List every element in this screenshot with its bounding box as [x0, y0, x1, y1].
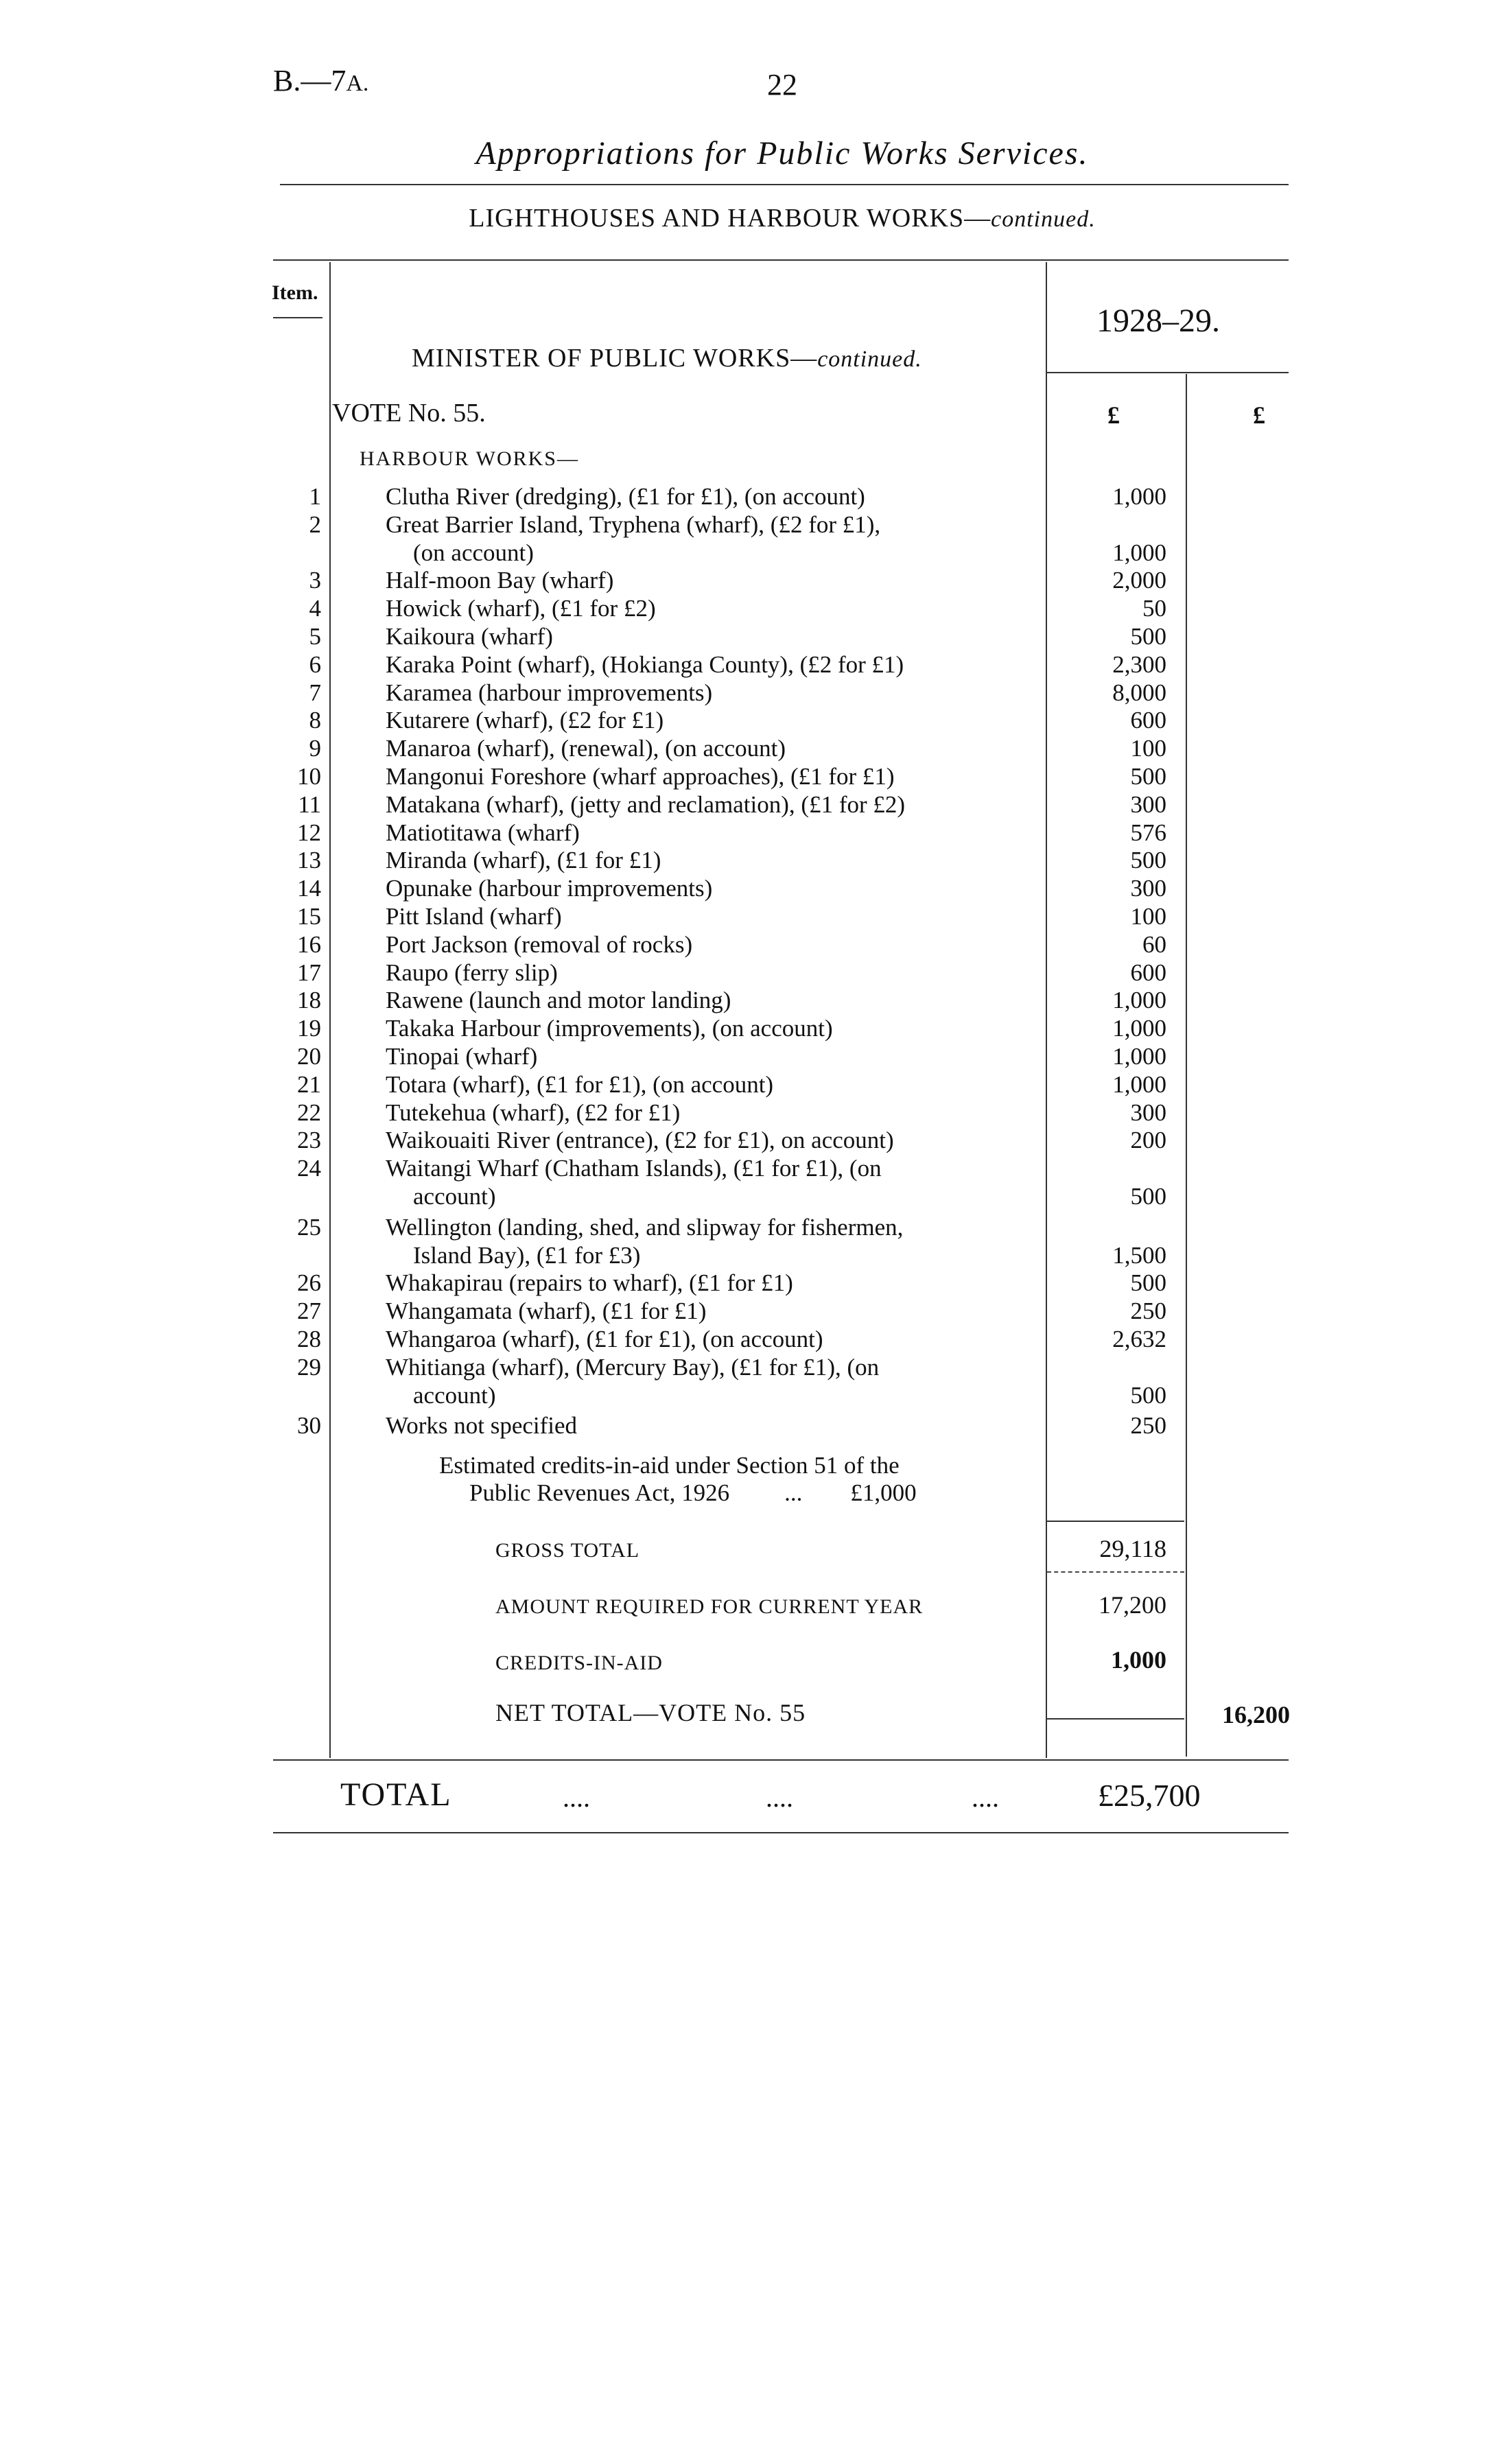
item-description-text: Raupo (ferry slip): [386, 959, 562, 986]
item-description: [386, 1298, 1075, 1325]
item-number: 1: [309, 483, 321, 510]
credits-in-aid-label: CREDITS-IN-AID: [495, 1650, 1034, 1677]
item-description-text: Port Jackson (removal of rocks): [386, 931, 696, 958]
item-amount: 100: [1130, 903, 1166, 930]
item-amount: 2,000: [1112, 567, 1166, 594]
item-description: [386, 1354, 1075, 1381]
item-description-text: Great Barrier Island, Tryphena (wharf), (£2 for £1),: [386, 511, 884, 538]
item-description: [386, 1326, 1075, 1353]
item-amount: 1,000: [1112, 987, 1166, 1014]
item-number: 14: [297, 875, 321, 902]
credits-note-line2: [469, 1479, 917, 1507]
item-description: [386, 987, 1075, 1014]
section-subtitle: [274, 203, 1290, 233]
item-description-text: Kaikoura (wharf): [386, 623, 557, 650]
item-description-text: (on account): [413, 539, 538, 566]
item-number: 12: [297, 819, 321, 846]
item-description-text: account): [413, 1382, 500, 1409]
item-number: 5: [309, 623, 321, 650]
item-description-text: Wellington (landing, shed, and slipway for fishermen,: [386, 1214, 907, 1241]
item-description: [386, 1071, 1075, 1099]
item-amount: 500: [1130, 763, 1166, 790]
item-number: 8: [309, 707, 321, 734]
item-amount: 500: [1130, 1381, 1166, 1409]
table-top-rule: [273, 259, 1289, 261]
item-description: [386, 1015, 1075, 1042]
item-description: [413, 1183, 1075, 1210]
item-description: [386, 623, 1075, 650]
item-number: 28: [297, 1326, 321, 1352]
item-description: [386, 483, 1075, 511]
item-description-text: Rawene (launch and motor landing): [386, 987, 735, 1013]
minister-heading: [412, 343, 922, 373]
item-number: 15: [297, 903, 321, 930]
item-description-text: Whakapirau (repairs to wharf), (£1 for £1): [386, 1269, 797, 1296]
item-amount: 1,000: [1112, 1015, 1166, 1042]
item-amount: 500: [1130, 623, 1166, 650]
item-column-rule: [329, 262, 331, 1758]
item-amount: 600: [1130, 707, 1166, 734]
item-amount: 1,500: [1112, 1241, 1166, 1269]
item-description-text: Matakana (wharf), (jetty and reclamation), (£1 for £2): [386, 791, 909, 818]
item-description: [386, 707, 1075, 734]
credits-in-aid-amount: 1,000: [1111, 1646, 1166, 1674]
item-number: 29: [297, 1353, 321, 1381]
item-amount: 600: [1130, 959, 1166, 986]
item-number: 19: [297, 1015, 321, 1042]
item-number: 16: [297, 930, 321, 958]
item-description-text: Takaka Harbour (improvements), (on account): [386, 1015, 837, 1042]
item-description-text: Works not specified: [386, 1412, 581, 1439]
vote-label: VOTE No. 55.: [332, 399, 486, 427]
section-heading: HARBOUR WORKS—: [360, 447, 579, 470]
grand-total-label: TOTAL: [340, 1776, 452, 1813]
item-description-text: Tinopai (wharf): [386, 1043, 541, 1070]
item-number: 17: [297, 959, 321, 986]
item-description-text: Half-moon Bay (wharf): [386, 567, 618, 594]
item-number: 30: [297, 1412, 321, 1440]
item-description-text: Whitianga (wharf), (Mercury Bay), (£1 for £1), (on: [386, 1354, 883, 1381]
item-number: 18: [297, 987, 321, 1014]
item-number: 2: [309, 511, 321, 538]
item-number: 4: [309, 595, 321, 622]
item-description: [413, 1242, 1075, 1269]
item-description-text: Island Bay), (£1 for £3): [413, 1242, 644, 1269]
item-amount: 500: [1130, 1183, 1166, 1210]
item-description: [386, 1155, 1075, 1182]
item-number: 7: [309, 679, 321, 706]
item-number: 21: [297, 1070, 321, 1098]
table-bottom-rule: [273, 1759, 1289, 1761]
item-header-underline: [273, 317, 322, 318]
item-amount: 200: [1130, 1127, 1166, 1154]
item-description: [386, 1214, 1075, 1241]
item-description-text: Mangonui Foreshore (wharf approaches), (£1 for £1): [386, 763, 899, 790]
item-description: [413, 539, 1075, 567]
gross-total-label: GROSS TOTAL: [495, 1537, 1034, 1564]
item-amount: 8,000: [1112, 679, 1166, 706]
item-description-text: Karaka Point (wharf), (Hokianga County), (£2 for £1): [386, 651, 908, 678]
amount-required-label: AMOUNT REQUIRED FOR CURRENT YEAR: [495, 1593, 1034, 1621]
item-amount: 500: [1130, 847, 1166, 874]
item-number: 23: [297, 1127, 321, 1154]
item-description: [386, 847, 1075, 874]
gross-total-top-rule: [1047, 1521, 1184, 1522]
grand-total-dots-1: ....: [563, 1782, 590, 1813]
currency-symbol-col2: £: [1253, 401, 1265, 429]
item-description: [386, 791, 1075, 819]
item-number: 27: [297, 1298, 321, 1325]
minister-heading-main: MINISTER OF PUBLIC WORKS—: [412, 344, 818, 373]
item-description: [386, 1099, 1075, 1127]
grand-total-rule: [273, 1832, 1289, 1833]
grand-total-amount: £25,700: [1098, 1778, 1201, 1813]
item-description: [386, 511, 1075, 539]
item-amount: 576: [1130, 819, 1166, 846]
gross-total-amount: 29,118: [1099, 1535, 1166, 1562]
grand-total-dots-2: ....: [766, 1782, 793, 1813]
item-description-text: Whangaroa (wharf), (£1 for £1), (on account): [386, 1326, 827, 1352]
item-amount: 2,632: [1112, 1326, 1166, 1352]
gross-total-bottom-rule: [1047, 1571, 1184, 1573]
item-amount: 300: [1130, 790, 1166, 818]
item-description-text: Manaroa (wharf), (renewal), (on account): [386, 735, 790, 762]
item-description: [386, 931, 1075, 959]
year-header-rule: [1047, 372, 1289, 373]
item-amount: 60: [1142, 930, 1166, 958]
minister-heading-suffix: continued.: [817, 347, 922, 372]
document-reference: [273, 63, 368, 98]
item-description-text: Kutarere (wharf), (£2 for £1): [386, 707, 668, 734]
item-description-text: Matiotitawa (wharf): [386, 819, 584, 846]
item-description: [386, 959, 1075, 987]
item-description: [386, 903, 1075, 930]
item-number: 25: [297, 1213, 321, 1241]
item-number: 3: [309, 567, 321, 594]
item-amount: 100: [1130, 735, 1166, 762]
amount-required-amount: 17,200: [1099, 1591, 1166, 1619]
net-total-rule: [1047, 1718, 1184, 1720]
item-amount: 1,000: [1112, 1043, 1166, 1070]
document-reference-suffix: A.: [346, 71, 369, 96]
item-description-text: Waitangi Wharf (Chatham Islands), (£1 for £1), (on: [386, 1155, 886, 1182]
item-description: [386, 1127, 1075, 1154]
item-amount: 300: [1130, 1099, 1166, 1126]
item-amount: 500: [1130, 1269, 1166, 1297]
currency-symbol-col1: £: [1107, 401, 1120, 429]
item-description-text: Howick (wharf), (£1 for £2): [386, 595, 660, 622]
item-description-text: Opunake (harbour improvements): [386, 875, 716, 902]
item-number: 22: [297, 1099, 321, 1126]
item-description: [386, 875, 1075, 902]
item-description: [386, 679, 1075, 707]
credits-note-dots: ...: [784, 1479, 803, 1506]
item-description-text: Tutekehua (wharf), (£2 for £1): [386, 1099, 684, 1126]
item-amount: 300: [1130, 875, 1166, 902]
grand-total-dots-3: ....: [972, 1782, 999, 1813]
item-description: [413, 1382, 1075, 1409]
item-description-text: Karamea (harbour improvements): [386, 679, 716, 706]
item-description-text: Pitt Island (wharf): [386, 903, 566, 930]
item-number: 13: [297, 847, 321, 874]
item-amount: 250: [1130, 1298, 1166, 1325]
item-description: [386, 595, 1075, 622]
item-number: 9: [309, 735, 321, 762]
item-amount: 250: [1130, 1412, 1166, 1440]
item-number: 10: [297, 763, 321, 790]
page-number: 22: [767, 68, 797, 102]
item-amount: 50: [1142, 595, 1166, 622]
item-description-text: Clutha River (dredging), (£1 for £1), (on account): [386, 483, 869, 510]
credits-note-line1: Estimated credits-in-aid under Section 51 of the: [439, 1452, 900, 1479]
item-description: [386, 1269, 1075, 1297]
item-description: [386, 1043, 1075, 1070]
document-reference-main: B.—7: [273, 64, 347, 97]
item-description: [386, 735, 1075, 762]
item-amount: 1,000: [1112, 483, 1166, 510]
item-description-text: Whangamata (wharf), (£1 for £1): [386, 1298, 710, 1324]
item-description-text: Waikouaiti River (entrance), (£2 for £1), on account): [386, 1127, 898, 1153]
item-description-text: Totara (wharf), (£1 for £1), (on account): [386, 1071, 777, 1098]
item-column-header: Item.: [272, 281, 318, 304]
title-rule: [280, 184, 1289, 185]
year-column-header: 1928–29.: [1096, 303, 1220, 339]
item-amount: 1,000: [1112, 539, 1166, 566]
item-description: [386, 1412, 1075, 1440]
net-total-label: NET TOTAL—VOTE No. 55: [495, 1699, 1034, 1726]
item-amount: 1,000: [1112, 1070, 1166, 1098]
item-number: 20: [297, 1043, 321, 1070]
item-number: 6: [309, 650, 321, 678]
item-description: [386, 567, 1075, 594]
credits-note-amount: £1,000: [850, 1479, 917, 1506]
item-description-text: account): [413, 1183, 500, 1210]
section-subtitle-main: LIGHTHOUSES AND HARBOUR WORKS—: [469, 204, 991, 233]
item-amount: 2,300: [1112, 650, 1166, 678]
item-description-text: Miranda (wharf), (£1 for £1): [386, 847, 665, 873]
page-title: Appropriations for Public Works Services.: [476, 135, 1089, 172]
net-total-amount: 16,200: [1222, 1701, 1290, 1728]
credits-note-act: Public Revenues Act, 1926: [469, 1479, 730, 1506]
item-number: 24: [297, 1155, 321, 1182]
item-description: [386, 763, 1075, 790]
item-number: 26: [297, 1269, 321, 1297]
item-description: [386, 819, 1075, 847]
section-subtitle-suffix: continued.: [991, 207, 1096, 232]
amount-column-rule: [1186, 374, 1187, 1757]
item-description: [386, 651, 1075, 679]
item-number: 11: [298, 790, 321, 818]
